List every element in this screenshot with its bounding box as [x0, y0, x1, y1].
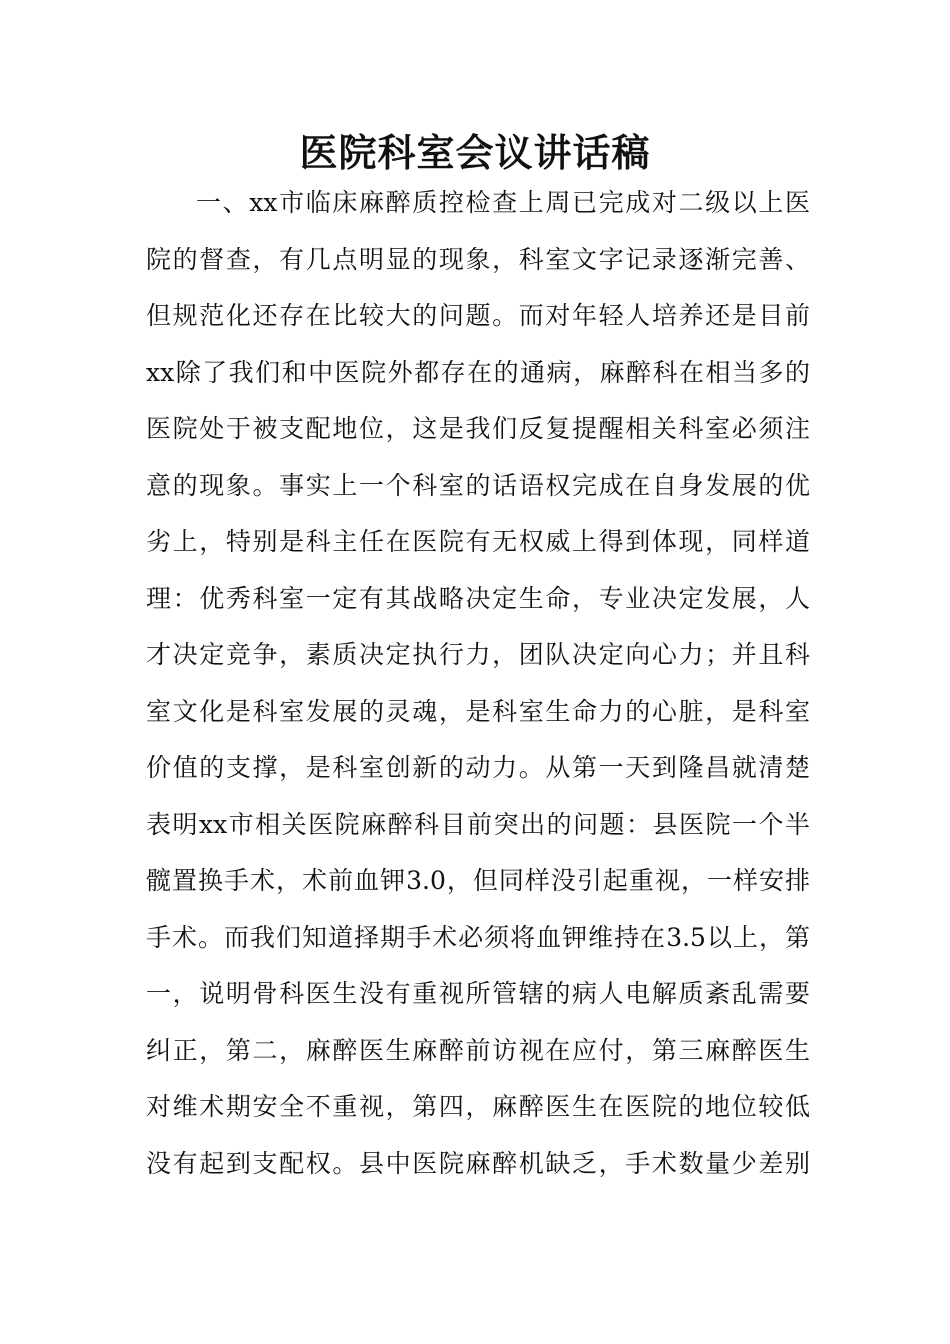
text-line: 院的督查，有几点明显的现象，科室文字记录逐渐完善、	[146, 244, 810, 274]
text-line: 劣上，特别是科主任在医院有无权威上得到体现，同样道	[146, 527, 810, 556]
text-line: xx除了我们和中医院外都存在的通病，麻醉科在相当多的	[146, 357, 810, 387]
text-line: 才决定竞争，素质决定执行力，团队决定向心力；并且科	[146, 640, 810, 669]
document-title: 医院科室会议讲话稿	[299, 131, 651, 175]
text-line: 对维术期安全不重视，第四，麻醉医生在医院的地位较低	[146, 1092, 810, 1121]
text-line: 没有起到支配权。县中医院麻醉机缺乏，手术数量少差别	[146, 1148, 810, 1178]
text-line: 医院处于被支配地位，这是我们反复提醒相关科室必须注	[146, 414, 810, 443]
text-line: 意的现象。事实上一个科室的话语权完成在自身发展的优	[146, 470, 810, 500]
text-line: 室文化是科室发展的灵魂，是科室生命力的心脏，是科室	[146, 696, 810, 726]
text-line: 一，说明骨科医生没有重视所管辖的病人电解质紊乱需要	[146, 979, 810, 1008]
text-line: 手术。而我们知道择期手术必须将血钾维持在3.5以上，第	[146, 922, 810, 952]
text-line: 髋置换手术，术前血钾3.0，但同样没引起重视，一样安排	[146, 866, 810, 895]
text-line: 但规范化还存在比较大的问题。而对年轻人培养还是目前	[146, 301, 810, 330]
text-line: 纠正，第二，麻醉医生麻醉前访视在应付，第三麻醉医生	[146, 1035, 810, 1065]
text-line: 表明xx市相关医院麻醉科目前突出的问题：县医院一个半	[146, 809, 810, 839]
text-line: 理：优秀科室一定有其战略决定生命，专业决定发展，人	[146, 583, 810, 613]
text-line: 一、xx市临床麻醉质控检查上周已完成对二级以上医	[196, 188, 810, 217]
text-line: 价值的支撑，是科室创新的动力。从第一天到隆昌就清楚	[146, 753, 810, 782]
document-body	[146, 175, 810, 1192]
